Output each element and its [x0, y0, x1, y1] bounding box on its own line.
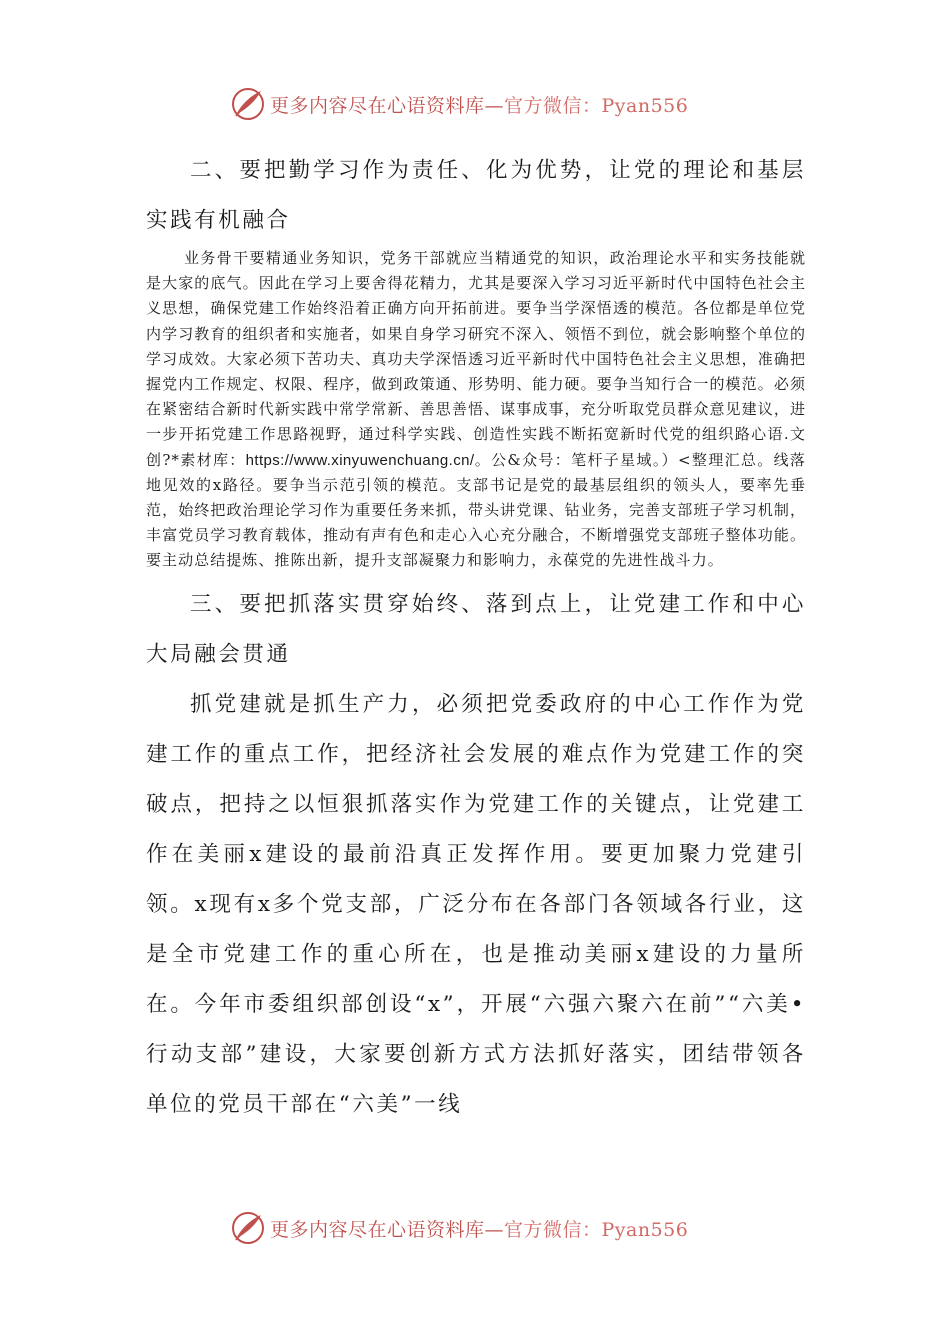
watermark-banner-top: [230, 84, 688, 124]
document-body: [146, 146, 806, 1130]
source-url: https://www.xinyuwenchuang.cn/: [245, 451, 475, 469]
watermark-banner-bottom: [230, 1208, 688, 1248]
watermark-text: 更多内容尽在心语资料库—官方微信：Pyan556: [270, 1218, 689, 1241]
quill-pen-logo-icon: [230, 1210, 266, 1246]
section-3-heading: 三、要把抓落实贯穿始终、落到点上，让党建工作和中心大局融会贯通: [146, 591, 806, 667]
section-2-heading: 二、要把勤学习作为责任、化为优势，让党的理论和基层实践有机融合: [146, 158, 806, 233]
section-2-paragraph: 业务骨干要精通业务知识，党务干部就应当精通党的知识，政治理论水平和实务技能就是大家的底气。因此在学习上要舍得花精力，尤其是要深入学习习近平新时代中国特色社会主义思想，确保党建工作始终沿着正确方向开拓前进。要争当学深悟透的模范。各位都是单位党内学习教育的组织者和实施者，如果自身学习研究不深入、领悟不到位，就会影响整个单位的学习成效。大家必须下苦功夫、真功夫学深悟透习近平新时代中国特色社会主义思想，准确把握党内工作规定、权限、程序，做到政策通、形势明、能力硬。要争当知行合一的模范。必须在紧密结合新时代新实践中常学常新、善思善悟、谋事成事，充分听取党员群众意见建议，进一步开拓党建工作思路视野，通过科学实践、创造性实践不断拓宽新时代党的组织路心语.文创?*素材库：https://www.xinyuwenchuang.cn/。公&众号：笔杆子星域。）<整理汇总。线落地见效的x路径。要争当示范引领的模范。支部书记是党的最基层组织的领头人，要率先垂范，始终把政治理论学习作为重要任务来抓，带头讲党课、钻业务，完善支部班子学习机制，丰富党员学习教育载体，推动有声有色和走心入心充分融合，不断增强党支部班子整体功能。要主动总结提炼、推陈出新，提升支部凝聚力和影响力，永葆党的先进性战斗力。: [146, 249, 806, 570]
section-3-paragraph: 抓党建就是抓生产力，必须把党委政府的中心工作作为党建工作的重点工作，把经济社会发展的难点作为党建工作的突破点，把持之以恒狠抓落实作为党建工作的关键点，让党建工作在美丽x建设的最前沿真正发挥作用。要更加聚力党建引领。x现有x多个党支部，广泛分布在各部门各领域各行业，这是全市党建工作的重心所在，也是推动美丽x建设的力量所在。今年市委组织部创设“x”，开展“六强六聚六在前”“六美•行动支部”建设，大家要创新方式方法抓好落实，团结带领各单位的党员干部在“六美”一线: [146, 691, 806, 1117]
quill-pen-logo-icon: [230, 86, 266, 122]
watermark-text: 更多内容尽在心语资料库—官方微信：Pyan556: [270, 94, 689, 117]
